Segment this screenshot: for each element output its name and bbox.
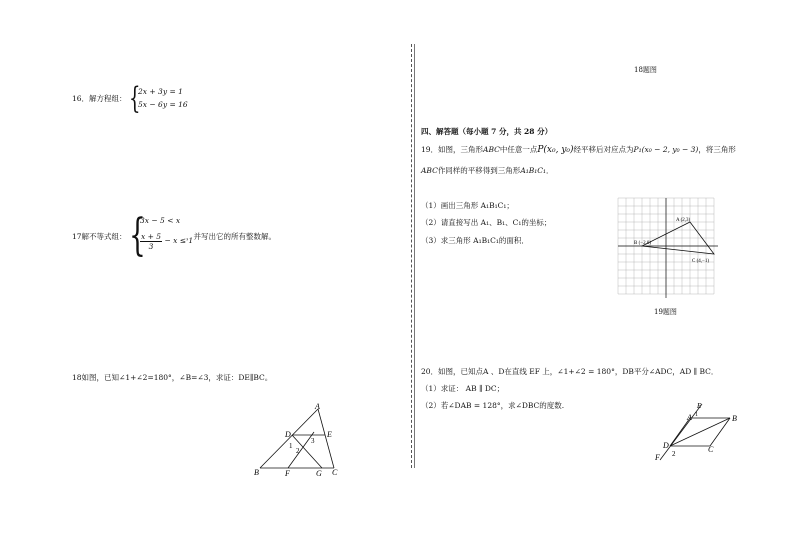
q19-label-C: C (4,−1) (692, 259, 709, 264)
q18-label-D: D (285, 430, 291, 439)
q20-figure (652, 398, 742, 464)
q18-label-G: G (316, 469, 322, 478)
page-fold-dashed (411, 44, 413, 468)
fig18-caption: 18题图 (634, 66, 657, 74)
q20-label-C: C (708, 445, 714, 454)
q19-sub-1: （1）画出三角形 A₁B₁C₁； (421, 201, 514, 210)
q19-line-2: ABC作同样的平移得到三角形A₁B₁C₁． (421, 166, 554, 175)
q18-label-B: B (254, 468, 259, 477)
q20-label-D: D (663, 441, 669, 450)
q19-label-B: B (−2,0) (634, 241, 651, 246)
q16-equation-2: 5x − 6y = 16 (138, 100, 188, 109)
q20-label-E: E (697, 402, 702, 410)
q17-inequality-1: 3x − 5 < x (140, 216, 181, 225)
q18-statement: 18如图，已知∠1+∠2=180°，∠B=∠3，求证：DE∥BC。 (72, 373, 273, 382)
q20-label-F: F (655, 453, 660, 462)
q19-grid-figure (616, 196, 720, 300)
q20-line-1: 20．如图，已知点A 、D在直线 EF 上，∠1+∠2 = 180°，DB平分∠ADC，AD ∥ BC． (421, 367, 719, 376)
q18-label-E: E (327, 430, 332, 439)
page-fold-line (414, 44, 416, 468)
q19-sub-3: （3）求三角形 A₁B₁C₁的面积． (421, 236, 529, 245)
q20-sub-1: （1）求证： AB ∥ DC； (421, 384, 505, 393)
q17-brace: { (129, 210, 146, 261)
q19-line-1: 19．如图，三角形ABC中任意一点P(x₀, y₀)经平移后对应点为P₁(x₀ − 2, y₀ − 3)，将三角形 (421, 145, 736, 155)
section-title: 四、解答题（每小题 7 分，共 28 分） (421, 127, 553, 136)
q20-label-1: 1 (695, 412, 698, 418)
q20-label-B: B (732, 414, 737, 423)
q18-figure (252, 400, 347, 480)
q20-label-A: A (687, 413, 692, 422)
q18-label-1: 1 (289, 442, 293, 450)
q19-sub-2: （2）请直接写出 A₁、B₁、C₁的坐标； (421, 218, 552, 227)
q16-label: 16．解方程组： (72, 94, 127, 103)
q17-inequality-2: $\frac{x + 5}{3}$ − x ≤ 1 (141, 232, 194, 251)
q18-label-A: A (315, 402, 320, 411)
q17-tail: ，并写出它的所有整数解。 (186, 232, 276, 241)
q19-label-A: A (2,3) (676, 218, 691, 223)
q18-label-C: C (332, 468, 338, 477)
q20-label-2: 2 (672, 450, 676, 458)
q19-caption: 19题图 (654, 308, 677, 316)
q16-equation-1: 2x + 3y = 1 (138, 87, 183, 96)
q18-label-F: F (285, 469, 290, 478)
q20-sub-2: （2）若∠DAB = 128°，求∠DBC的度数. (421, 401, 565, 410)
q18-label-3: 3 (311, 437, 315, 445)
q17-label: 17解不等式组： (72, 232, 127, 241)
q18-label-2: 2 (296, 447, 300, 455)
q16-brace: { (129, 81, 141, 116)
